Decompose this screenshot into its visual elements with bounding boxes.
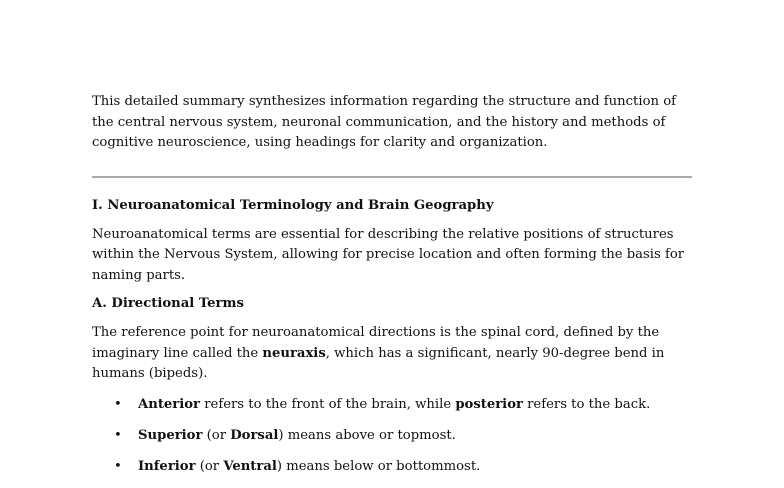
paragraph-text: The reference point for neuroanatomical directions is the spinal cord, defined by the imaginary line called the: [92, 325, 660, 361]
list-item: [92, 426, 692, 446]
term-text: refers to the front of the brain, while: [200, 396, 456, 412]
term-bold: posterior: [455, 396, 523, 412]
document-page: [92, 92, 692, 488]
term-bold: Inferior: [138, 458, 196, 474]
neuraxis-term: neuraxis: [262, 345, 326, 361]
section-heading: I. Neuroanatomical Terminology and Brain Geography: [92, 197, 494, 213]
paragraph-text: , which has a significant, nearly 90-degree bend in humans (bipeds).: [92, 345, 665, 381]
list-item: [92, 457, 692, 477]
term-bold: Superior: [138, 427, 203, 443]
section-paragraph: Neuroanatomical terms are essential for describing the relative positions of structures within the Nervous System, allowing for precise location and often forming the basis for naming parts.: [92, 226, 685, 283]
intro-paragraph: This detailed summary synthesizes information regarding the structure and function of the central nervous system, neuronal communication, and the history and methods of cognitive neuroscience, using headings for clarity and organization.: [92, 94, 677, 150]
directional-terms-list: [92, 395, 692, 477]
bullet-icon: •: [114, 427, 122, 443]
bullet-icon: •: [114, 458, 122, 474]
term-text: (or: [195, 458, 224, 474]
term-bold: Dorsal: [230, 427, 279, 443]
bullet-icon: •: [114, 396, 122, 412]
term-text: (or: [202, 427, 231, 443]
horizontal-divider: [92, 176, 692, 178]
list-item: [92, 395, 692, 415]
subsection-paragraph: [92, 323, 692, 385]
term-text: ) means above or topmost.: [278, 427, 456, 443]
subsection-heading: A. Directional Terms: [92, 296, 244, 311]
term-bold: Anterior: [138, 396, 201, 412]
term-text: refers to the back.: [522, 396, 651, 412]
term-text: ) means below or bottommost.: [276, 458, 481, 474]
term-bold: Ventral: [223, 458, 277, 474]
